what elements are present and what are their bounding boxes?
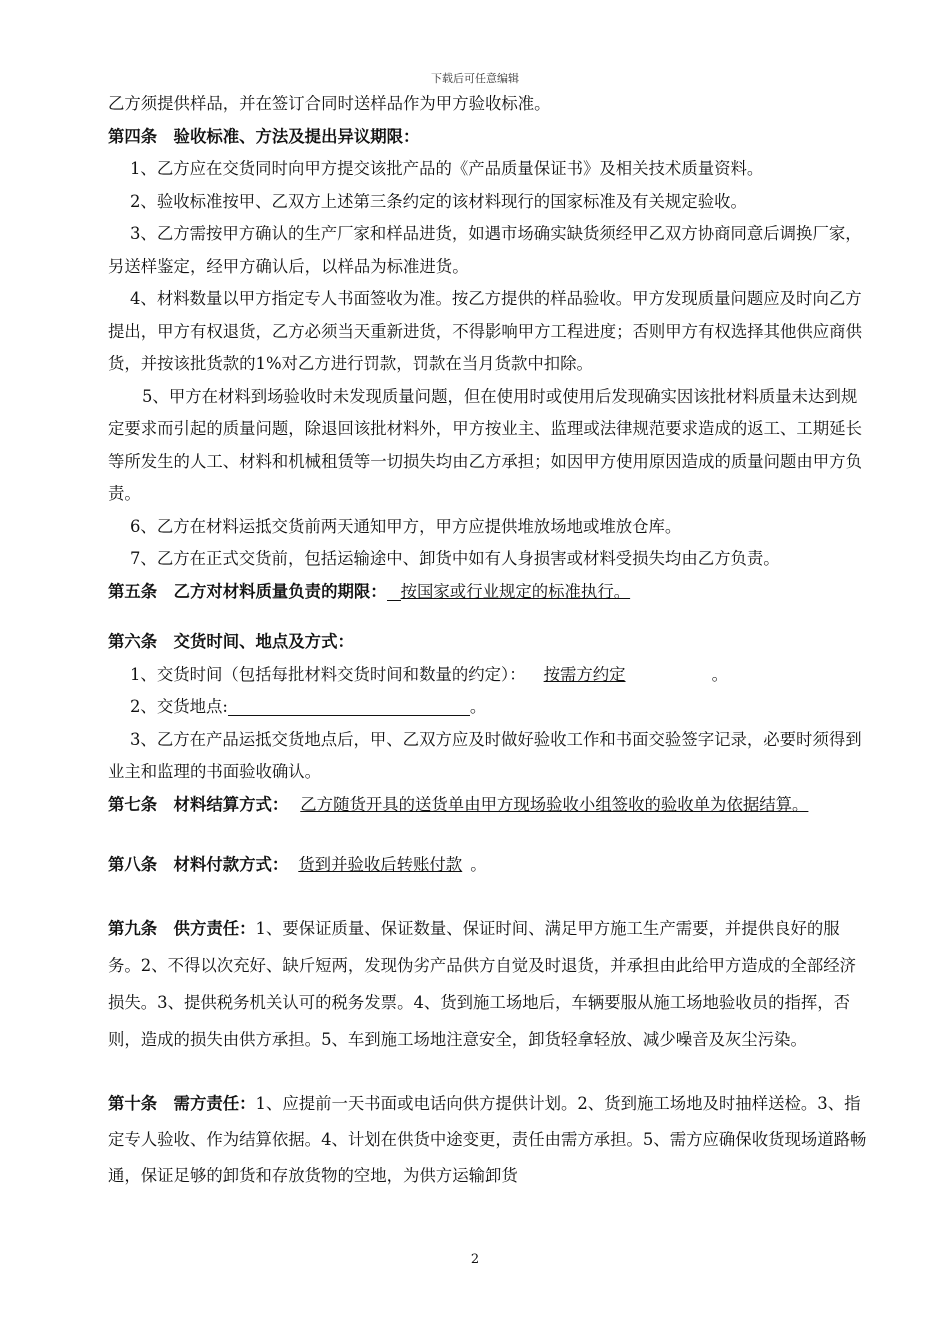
article-4-item-2: 2、验收标准按甲、乙双方上述第三条约定的该材料现行的国家标准及有关规定验收。 [130,191,747,211]
intro-paragraph: 乙方须提供样品，并在签订合同时送样品作为甲方验收标准。 [108,94,551,113]
article-8 [108,849,868,882]
spacer [108,821,868,849]
article-9 [108,910,868,1058]
delivery-place-label: 2、交货地点: [130,697,228,716]
article-4-item-3: 3、乙方需按甲方确认的生产厂家和样品进货，如遇市场确实缺货须经甲乙双方协商同意后调换厂家，另送样鉴定，经甲方确认后，以样品为标准进货。 [108,224,862,276]
article-5-heading: 第五条 乙方对材料质量负责的期限： [108,581,387,601]
article-10-text: 1、应提前一天书面或电话向供方提供计划。2、货到施工场地及时抽样送检。3、指定专人验收、作为结算依据。4、计划在供货中途变更，责任由需方承担。5、需方应确保收货现场道路畅通，保证足够的卸货和存放货物的空地，为供方运输卸货 [108,1093,867,1185]
contract-body [108,88,868,1194]
article-10 [108,1086,868,1194]
article-6-item-2 [108,691,868,724]
article-8-end: 。 [470,855,487,874]
article-8-heading: 第八条 材料付款方式： [108,855,289,874]
page-number: 2 [470,1252,480,1267]
article-5 [108,576,868,609]
article-6-item-3: 3、乙方在产品运抵交货地点后，甲、乙双方应及时做好验收工作和书面交验签字记录，必要时须得到业主和监理的书面验收确认。 [108,729,862,781]
article-8-value: 货到并验收后转账付款 [298,855,463,874]
article-4-item-1: 1、乙方应在交货同时向甲方提交该批产品的《产品质量保证书》及相关技术质量资料。 [130,159,764,178]
article-9-text: 1、要保证质量、保证数量、保证时间、满足甲方施工生产需要，并提供良好的服务。2、不得以次充好、缺斤短两，发现伪劣产品供方自觉及时退货，并承担由此给甲方造成的全部经济损失。3、提供税务机关认可的税务发票。4、货到施工场地后，车辆要服从施工场地验收员的指挥，否则，造成的损失由供方承担。5、车到施工场地注意安全，卸货轻拿轻放、减少噪音及灰尘污染。 [108,918,857,1049]
article-4-heading: 第四条 验收标准、方法及提出异议期限： [108,126,420,146]
article-4-item-6: 6、乙方在材料运抵交货前两天通知甲方，甲方应提供堆放场地或堆放仓库。 [130,516,682,536]
delivery-time-value: 按需方约定 [543,664,626,684]
article-4-item-5: 5、甲方在材料到场验收时未发现质量问题，但在使用时或使用后发现确实因该批材料质量未达到规定要求而引起的质量问题，除退回该批材料外，甲方按业主、监理或法律规范要求造成的返工、工期延长等所发生的人工、材料和机械租赁等一切损失均由乙方承担；如因甲方使用原因造成的质量问题由甲方负责。 [108,386,862,503]
article-7-value: 乙方随货开具的送货单由甲方现场验收小组签收的验收单为依据结算。 [300,794,809,814]
spacer [108,608,868,626]
article-7 [108,789,868,822]
spacer [108,882,868,910]
delivery-place-end: 。 [469,697,487,716]
article-4-item-4: 4、材料数量以甲方指定专人书面签收为准。按乙方提供的样品验收。甲方发现质量问题应及时向乙方提出，甲方有权退货，乙方必须当天重新进货，不得影响甲方工程进度；否则甲方有权选择其他供应商供货，并按该批货款的1%对乙方进行罚款，罚款在当月货款中扣除。 [108,289,862,373]
delivery-time-end: 。 [711,664,728,684]
article-6-item-1 [108,659,868,692]
article-4-item-7: 7、乙方在正式交货前，包括运输途中、卸货中如有人身损害或材料受损失均由乙方负责。 [130,549,780,568]
spacer [108,1058,868,1086]
header-note: 下载后可任意编辑 [431,72,519,85]
delivery-place-blank [228,695,470,716]
delivery-time-label: 1、交货时间（包括每批材料交货时间和数量的约定）： [130,664,526,684]
article-9-heading: 第九条 供方责任： [108,918,256,938]
article-10-heading: 第十条 需方责任： [108,1093,256,1113]
article-5-value: 按国家或行业规定的标准执行。 [400,581,631,601]
article-6-heading: 第六条 交货时间、地点及方式： [108,632,354,651]
article-7-heading: 第七条 材料结算方式： [108,794,289,814]
